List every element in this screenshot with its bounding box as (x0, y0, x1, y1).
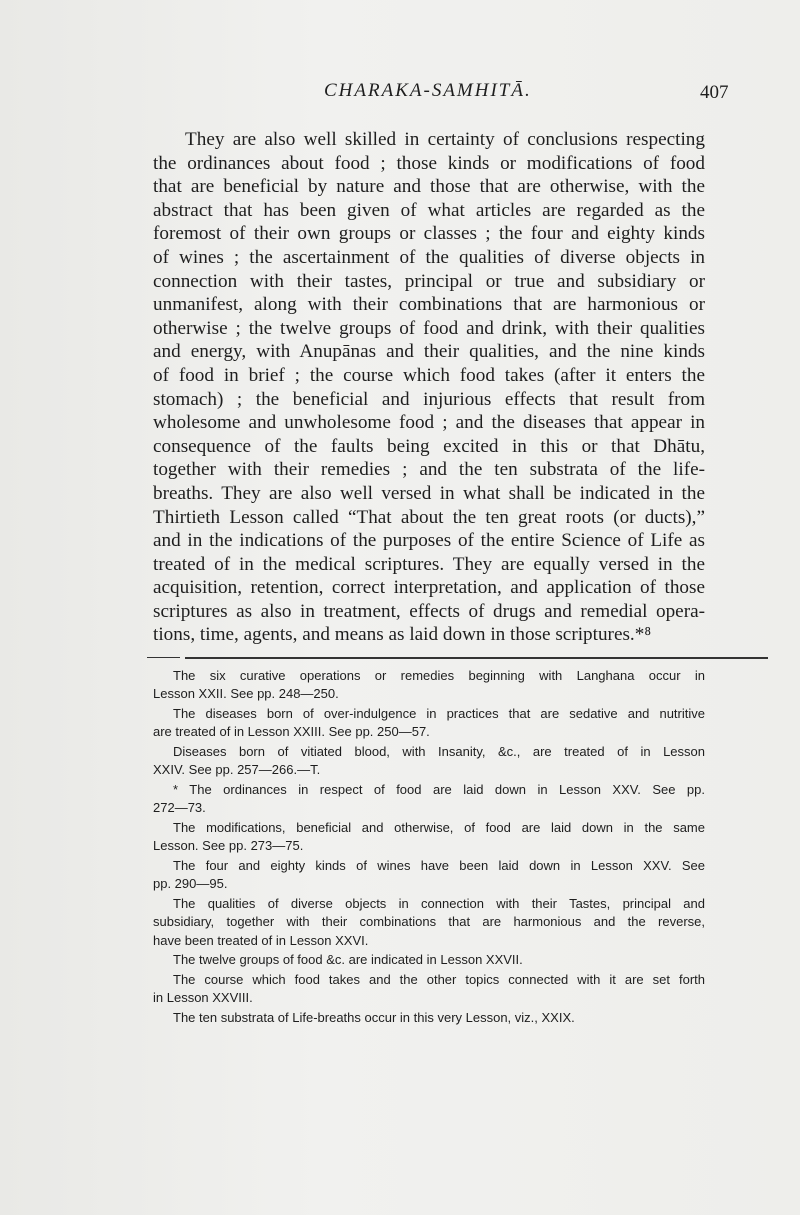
footnote (153, 857, 705, 894)
footnote-line: The four and eighty kinds of wines have been laid down in Lesson XXV. See (173, 857, 705, 873)
text-line: together with their remedies ; and the ten substrata of the life- (153, 459, 705, 481)
footnote-line: Diseases born of vitiated blood, with Insanity, &c., are treated of in Lesson (173, 743, 705, 759)
text-line: that are beneficial by nature and those that are otherwise, with the (153, 176, 705, 198)
footnote (153, 705, 705, 742)
text-line: otherwise ; the twelve groups of food and drink, with their qualities (153, 317, 705, 339)
footnote-line: pp. 290—95. (153, 876, 228, 892)
footnote-rule-short (147, 657, 180, 658)
text-line: treated of in the medical scriptures. They are equally versed in the (153, 553, 705, 575)
main-text (153, 128, 705, 647)
text-line: stomach) ; the beneficial and injurious effects that result from (153, 388, 705, 410)
text-line: acquisition, retention, correct interpretation, and application of those (153, 577, 705, 599)
footnotes (153, 667, 705, 1029)
text-line: They are also well skilled in certainty of conclusions respecting (185, 129, 705, 150)
footnote (153, 1009, 705, 1027)
footnote (153, 667, 705, 704)
footnote (153, 819, 705, 856)
footnote-line: XXIV. See pp. 257—266.—T. (153, 762, 321, 778)
text-line: and in the indications of the purposes of the entire Science of Life as (153, 530, 705, 552)
footnote-rule (185, 657, 768, 659)
footnote-line: 272—73. (153, 800, 206, 816)
text-line: unmanifest, along with their combinations that are harmonious or (153, 294, 705, 316)
footnote-line: The ten substrata of Life-breaths occur in this very Lesson, viz., XXIX. (173, 1009, 575, 1025)
text-line: connection with their tastes, principal or true and subsidiary or (153, 270, 705, 292)
text-line: of wines ; the ascertainment of the qualities of diverse objects in (153, 246, 705, 268)
running-head-title: CHARAKA-SAMHITĀ. (324, 80, 532, 101)
page-number: 407 (700, 82, 729, 103)
footnote-line: The qualities of diverse objects in connection with their Tastes, principal and (173, 895, 705, 911)
text-line: wholesome and unwholesome food ; and the diseases that appear in (153, 412, 705, 434)
footnote-line: have been treated of in Lesson XXVI. (153, 932, 369, 948)
text-line: foremost of their own groups or classes ; the four and eighty kinds (153, 223, 705, 245)
footnote-line: Lesson. See pp. 273—75. (153, 838, 304, 854)
text-line: and energy, with Anupānas and their qualities, and the nine kinds (153, 341, 705, 363)
footnote-line: The course which food takes and the other topics connected with it are set forth (173, 971, 705, 987)
text-line: of food in brief ; the course which food takes (after it enters the (153, 364, 705, 386)
text-line: Thirtieth Lesson called “That about the ten great roots (or ducts),” (153, 506, 705, 528)
footnote-line: in Lesson XXVIII. (153, 990, 253, 1006)
footnote (153, 951, 705, 969)
text-line: scriptures as also in treatment, effects of drugs and remedial opera- (153, 600, 705, 622)
footnote-line: The diseases born of over-indulgence in practices that are sedative and nutritive (173, 705, 705, 721)
footnote-line: Lesson XXII. See pp. 248—250. (153, 686, 339, 702)
footnote-line: subsidiary, together with their combinations that are harmonious and the reverse, (153, 914, 705, 930)
text-line: abstract that has been given of what articles are regarded as the (153, 199, 705, 221)
footnote-line: are treated of in Lesson XXIII. See pp. 250—57. (153, 724, 430, 740)
footnote-line: The twelve groups of food &c. are indicated in Lesson XXVII. (173, 952, 523, 968)
footnote-line: The six curative operations or remedies beginning with Langhana occur in (173, 668, 705, 683)
text-line: breaths. They are also well versed in what shall be indicated in the (153, 482, 705, 504)
footnote (153, 781, 705, 818)
text-line: the ordinances about food ; those kinds or modifications of food (153, 152, 705, 174)
text-line: consequence of the faults being excited in this or that Dhātu, (153, 435, 705, 457)
footnote-line: * The ordinances in respect of food are laid down in Lesson XXV. See pp. (173, 781, 705, 797)
footnote (153, 895, 705, 950)
footnote (153, 971, 705, 1008)
footnote-line: The modifications, beneficial and otherwise, of food are laid down in the same (173, 819, 705, 835)
footnote (153, 743, 705, 780)
text-line: tions, time, agents, and means as laid down in those scriptures.*⁸ (153, 624, 652, 646)
